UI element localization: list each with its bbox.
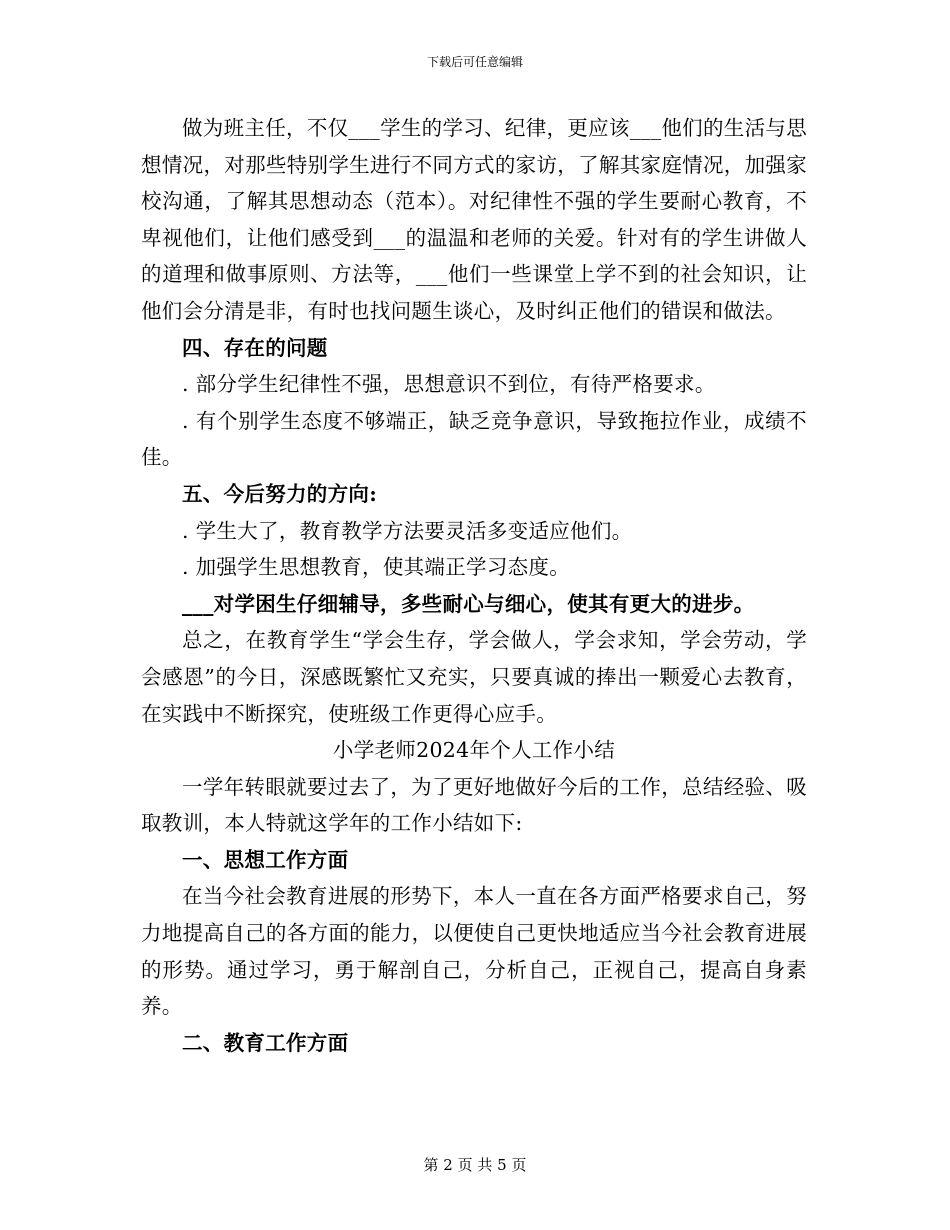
section-heading-ideology-work: 一、思想工作方面 [182, 847, 349, 872]
paragraph-introduction: 一学年转眼就要过去了，为了更好地做好今后的工作，总结经验、吸取教训，本人特就这学年的工作小结如下: [141, 774, 807, 836]
list-item-problem-2: . 有个别学生态度不够端正，缺乏竞争意识，导致拖拉作业，成绩不佳。 [141, 408, 807, 470]
section-heading-education-work: 二、教育工作方面 [182, 1030, 349, 1055]
paragraph-conclusion: 总之，在教育学生“学会生存，学会做人，学会求知，学会劳动，学会感恩”的今日，深感既繁忙又充实，只要真诚的捧出一颗爱心去教育，在实践中不断探究，使班级工作更得心应手。 [141, 628, 807, 726]
paragraph-ideology-work: 在当今社会教育进展的形势下，本人一直在各方面严格要求自己，努力地提高自己的各方面的能力，以便使自己更快地适应当今社会教育进展的形势。通过学习，勇于解剖自己，分析自己，正视自己，提高自身素养。 [141, 884, 807, 1019]
section-heading-future-direction: 五、今后努力的方向: [182, 481, 378, 506]
list-item-problem-1: . 部分学生纪律性不强，思想意识不到位，有待严格要求。 [182, 372, 716, 397]
page-header: 下载后可任意编辑 [426, 55, 523, 69]
section-heading-existing-problems: 四、存在的问题 [182, 335, 328, 360]
paragraph-class-teacher-duties: 做为班主任，不仅___学生的学习、纪律，更应该___他们的生活与思想情况，对那些特别学生进行不同方式的家访，了解其家庭情况，加强家校沟通，了解其思想动态（范本）。对纪律性不强的学生要耐心教育，不卑视他们，让他们感受到___的温温和老师的关爱。针对有的学生讲做人的道理和做事原则、方法等，___他们一些课堂上学不到的社会知识，让他们会分清是非，有时也找问题生谈心，及时纠正他们的错误和做法。 [141, 116, 807, 323]
page-number-footer: 第 2 页 共 5 页 [423, 1156, 527, 1174]
list-item-direction-1: . 学生大了，教育教学方法要灵活多变适应他们。 [182, 518, 633, 543]
document-title: 小学老师2024年个人工作小结 [332, 738, 616, 763]
document-body [141, 110, 807, 1061]
list-item-direction-3: ___对学困生仔细辅导，多些耐心与细心，使其有更大的进步。 [182, 591, 755, 616]
list-item-direction-2: . 加强学生思想教育，使其端正学习态度。 [182, 555, 571, 580]
